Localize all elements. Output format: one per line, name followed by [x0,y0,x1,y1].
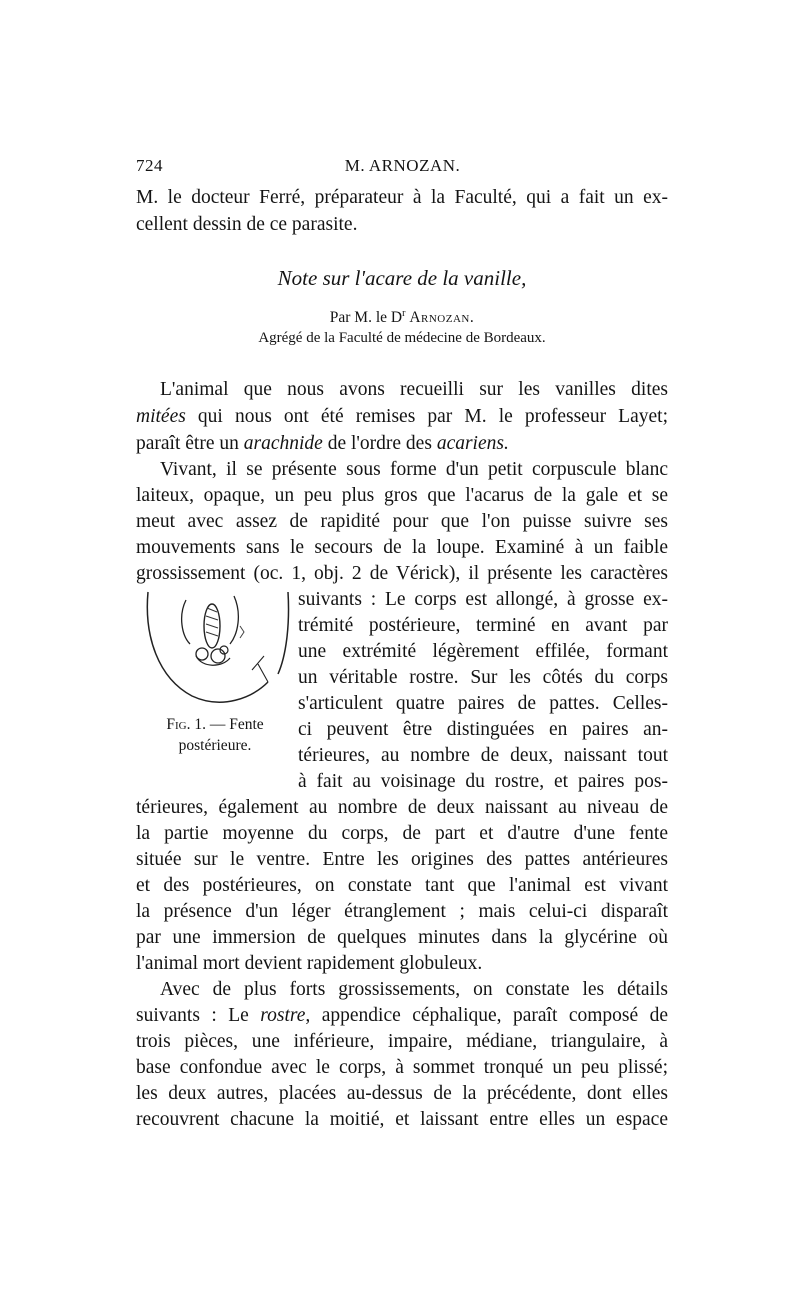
paragraph-line: la présence d'un léger étranglement ; mais celui-ci disparaît [136,901,668,922]
paragraph-line: suivants : Le rostre, appendice céphalique, paraît composé de [136,1005,668,1026]
intro-line: M. le docteur Ferré, préparateur à la Faculté, qui a fait un ex- [136,187,668,208]
intro-line: cellent dessin de ce parasite. [136,214,358,235]
figure-caption: Fig. 1. — Fente postérieure. [166,716,264,754]
paragraph-line: ci peuvent être distinguées en paires an- [298,719,668,740]
running-title: M. ARNOZAN. [344,156,461,175]
paragraph-line: grossissement (oc. 1, obj. 2 de Vérick), il présente les caractères [136,563,668,584]
paragraph-line: Vivant, il se présente sous forme d'un petit corpuscule blanc [160,459,668,480]
acarus-drawing [140,586,290,706]
byline: Par M. le $D^r$ Arnozan. [329,308,475,327]
paragraph-line: base confondue avec le corps, à sommet tronqué un peu plissé; [136,1057,668,1078]
paragraph-line: trémité postérieure, terminé en avant par [298,615,668,636]
paragraph-line: une extrémité légèrement effilée, formant [298,641,668,662]
acarus-figure [140,586,290,706]
paragraph-line: térieures, également au nombre de deux naissant au niveau de [136,797,668,818]
paragraph-line: paraît être un arachnide de l'ordre des acariens. [136,433,509,454]
paragraph-line: meut avec assez de rapidité pour que l'on puisse suivre ses [136,511,668,532]
paragraph-line: un véritable rostre. Sur les côtés du corps [298,667,668,688]
paragraph-line: l'animal mort devient rapidement globuleux. [136,953,483,974]
paragraph-line: et des postérieures, on constate tant que l'animal est vivant [136,875,668,896]
paragraph-line: laiteux, opaque, un peu plus gros que l'acarus de la gale et se [136,485,668,506]
note-title: Note sur l'acare de la vanille, [277,266,527,290]
paragraph-line: trois pièces, une inférieure, impaire, médiane, triangulaire, à [136,1031,668,1052]
paragraph-line: la partie moyenne du corps, de part et d'autre d'une fente [136,823,668,844]
paragraph-line: L'animal que nous avons recueilli sur les vanilles dites [160,379,668,400]
paragraph-line: Avec de plus forts grossissements, on constate les détails [160,979,668,1000]
paragraph-line: mitées qui nous ont été remises par M. le professeur Layet; [136,406,668,427]
paragraph-line: suivants : Le corps est allongé, à grosse ex- [298,589,668,610]
paragraph-line: à fait au voisinage du rostre, et paires pos- [298,771,668,792]
page-number: 724 [136,156,163,175]
running-header [136,156,669,180]
paragraph-line: recouvrent chacune la moitié, et laissant entre elles un espace [136,1109,668,1130]
paragraph-line: les deux autres, placées au-dessus de la précédente, dont elles [136,1083,668,1104]
paragraph-line: s'articulent quatre paires de pattes. Celles- [298,693,668,714]
paragraph-line: mouvements sans le secours de la loupe. Examiné à un faible [136,537,668,558]
affiliation: Agrégé de la Faculté de médecine de Bordeaux. [258,330,546,346]
paragraph-line: térieures, au nombre de deux, naissant tout [298,745,668,766]
paragraph-line: par une immersion de quelques minutes dans la glycérine où [136,927,668,948]
paragraph-line: située sur le ventre. Entre les origines des pattes antérieures [136,849,668,870]
